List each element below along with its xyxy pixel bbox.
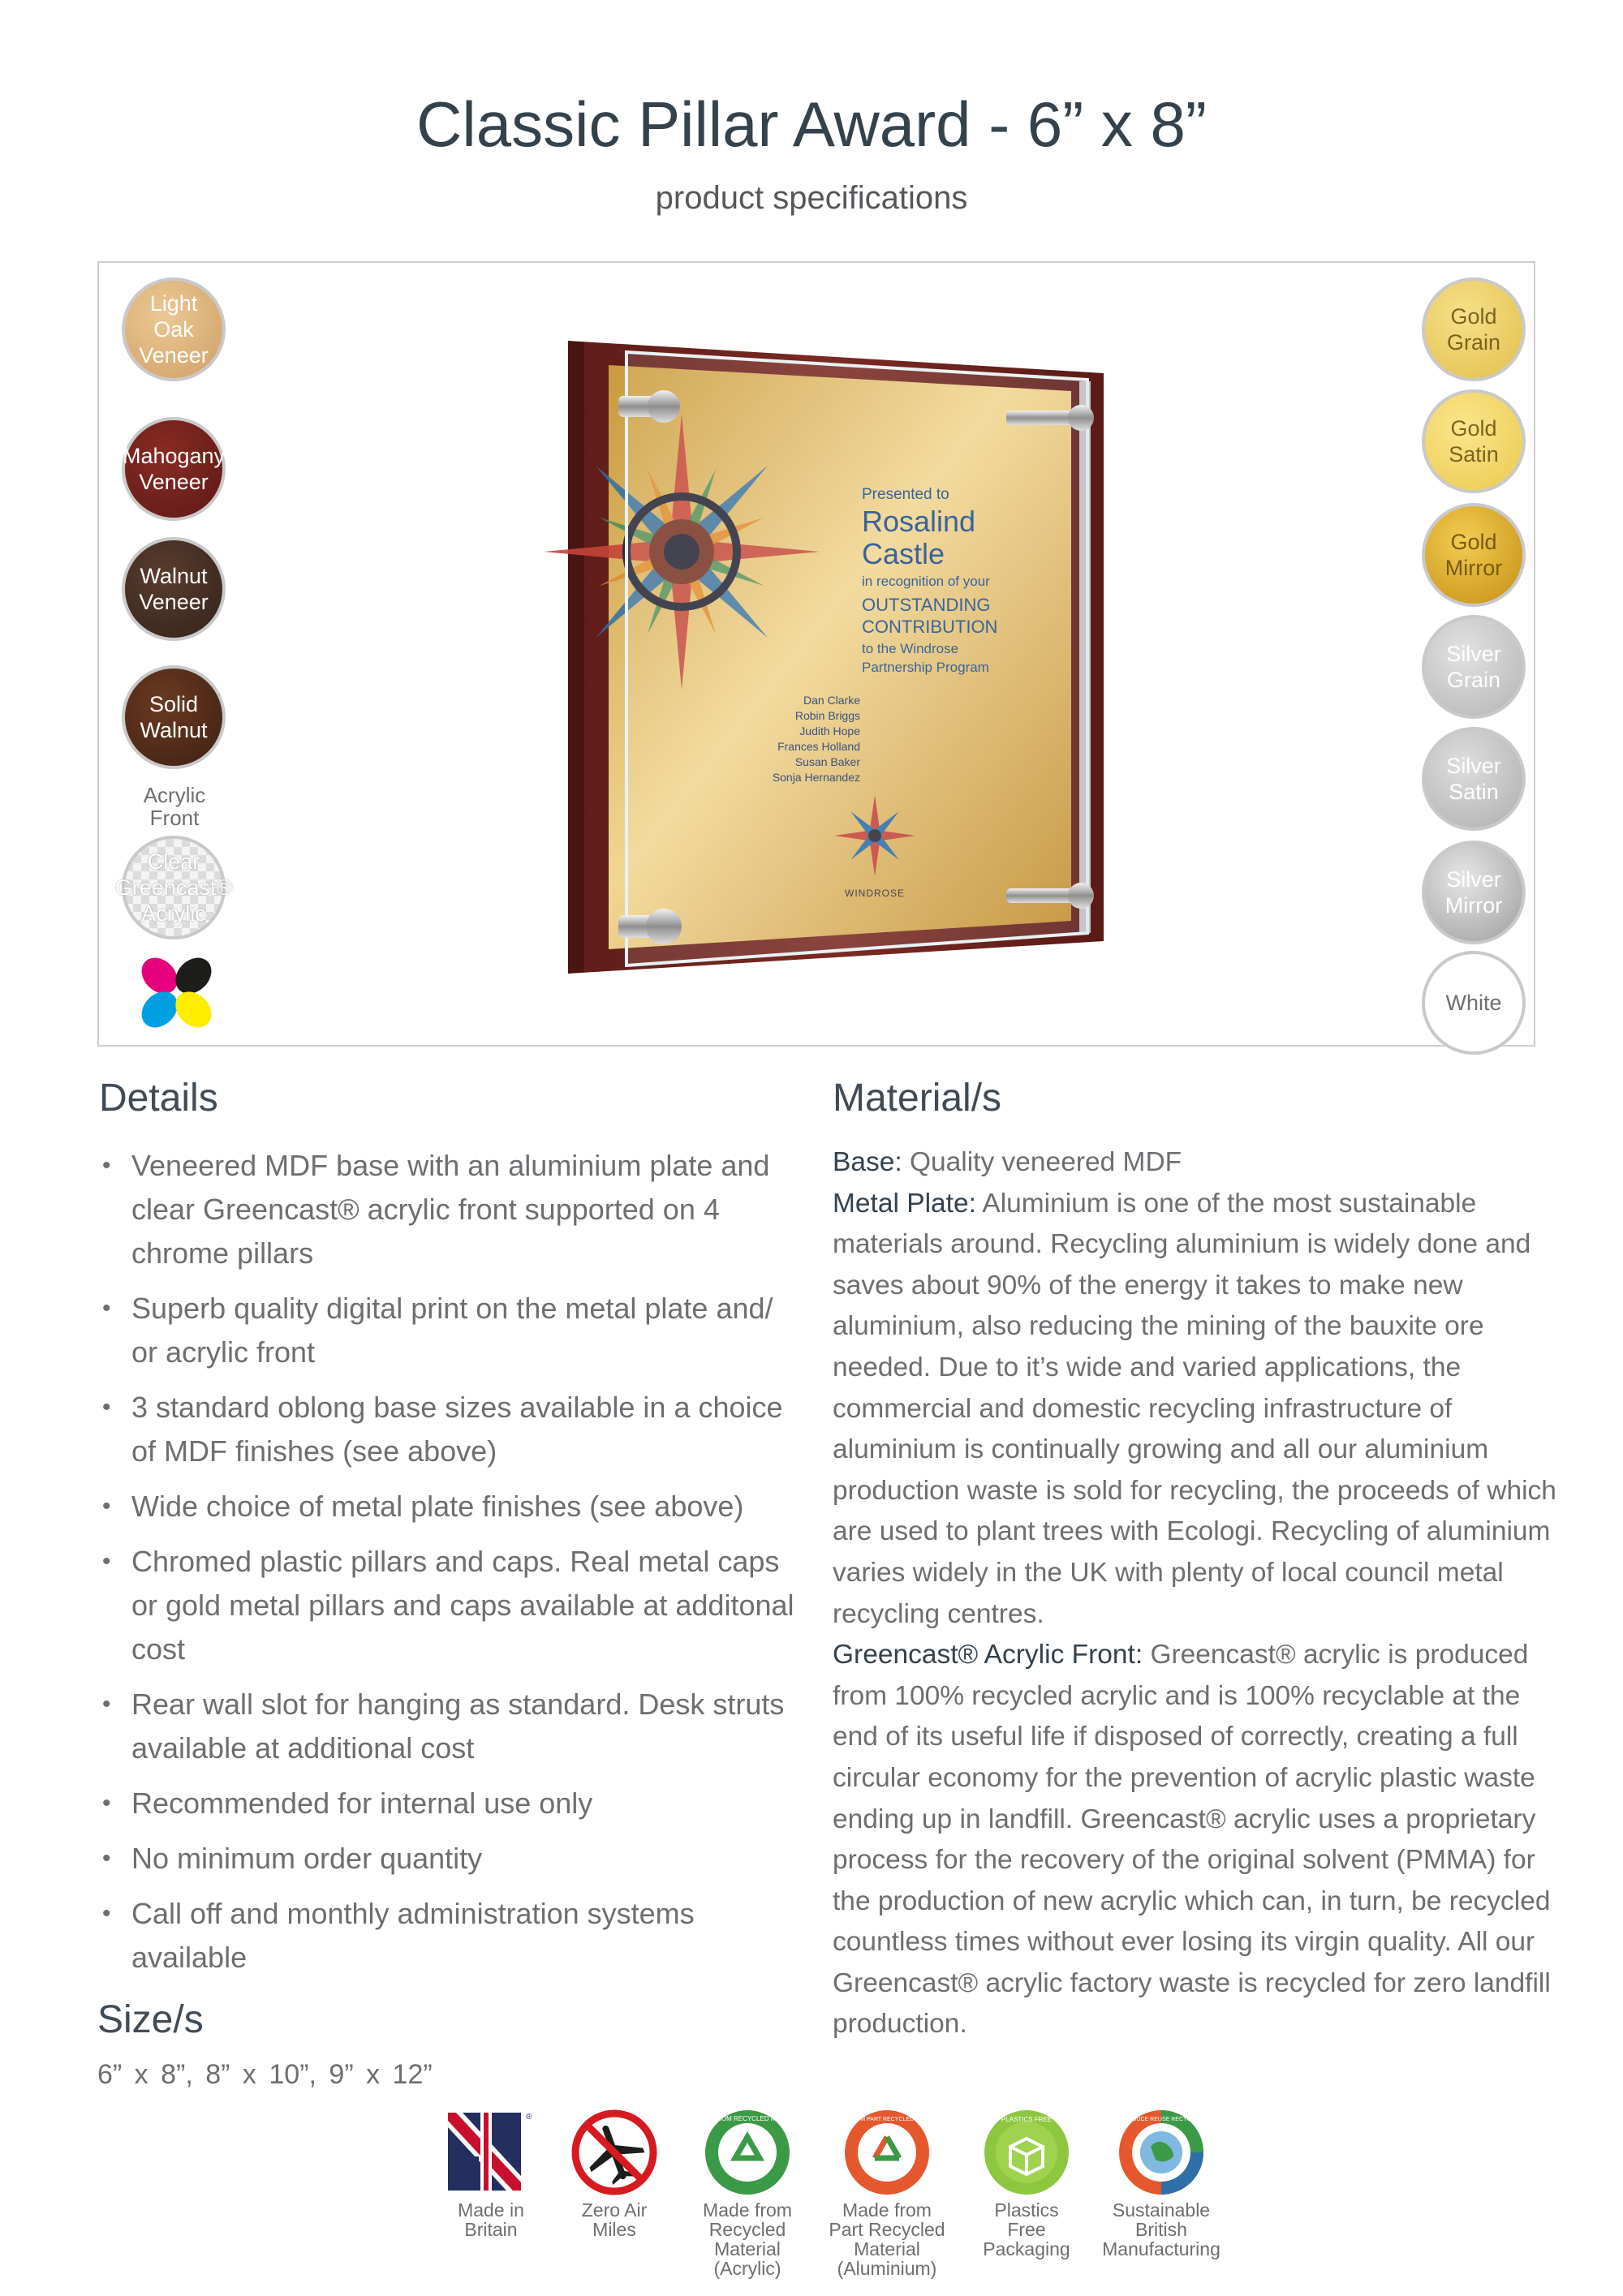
metal-plate-label: Metal Plate: <box>833 1188 976 1219</box>
badge-label-line: Made from <box>703 2199 792 2221</box>
details-list <box>99 1144 805 1991</box>
badge-label-line: British <box>1135 2219 1187 2240</box>
plate-achievement-line1: OUTSTANDING <box>862 595 991 615</box>
plate-name-line2: Castle <box>862 537 945 570</box>
swatch-label-line: Silver <box>1446 642 1501 666</box>
list-item: • No minimum order quantity <box>99 1837 805 1881</box>
swatch-label-line: Walnut <box>140 718 208 742</box>
swatch-gold-grain[interactable] <box>1422 277 1526 381</box>
badge-label <box>1092 2200 1230 2259</box>
badge-label <box>958 2200 1096 2259</box>
swatch-silver-satin[interactable] <box>1422 727 1526 831</box>
badge-label-line: Material <box>854 2238 920 2259</box>
badge-label-line: Recycled <box>708 2219 786 2240</box>
swatch-label-line: Solid <box>149 692 199 716</box>
plate-achievement-line2: CONTRIBUTION <box>862 617 998 637</box>
acrylic-front-heading <box>97 784 252 829</box>
badge-label <box>545 2200 683 2239</box>
swatch-label-line: Silver <box>1446 754 1501 778</box>
sustainable-british-manufacturing-icon <box>1117 2108 1206 2197</box>
svg-text:®: ® <box>526 2113 532 2122</box>
materials-text <box>833 1142 1563 2045</box>
swatch-silver-grain[interactable] <box>1422 615 1526 719</box>
swatch-label-line: Greencast® <box>114 875 233 900</box>
swatch-walnut-veneer[interactable] <box>122 537 226 641</box>
swatch-label-line: Gold <box>1450 530 1497 554</box>
badge-label-line: Material <box>714 2238 781 2259</box>
acrylic-front-text: Greencast® acrylic is produced from 100% recycled acrylic and is 100% recyclable at the end of its useful life if disposed of correctly, creating a full circular economy for the prevention of acrylic plastic waste ending up in landfill. Greencast® acrylic uses a proprietary process for the recovery of the original solvent (PMMA) for the production of new acrylic which can, in turn, be recycled countless times without ever losing its virgin quality. All our Greencast® acrylic factory waste is recycled for zero landfill production. <box>833 1640 1551 2040</box>
swatch-label-line: Grain <box>1446 330 1501 355</box>
metal-plate-text: Aluminium is one of the most sustainable materials around. Recycling aluminium is widely done and saves about 90% of the energy it takes to make new aluminium, also reducing the mining of the bauxite ore needed. Due to it’s wide and varied applications, the commercial and domestic recycling infrastructure of aluminium is continually growing and all our aluminium production waste is sold for recycling, the proceeds of which are used to plant trees with Ecologi. Recycling of aluminium varies widely in the UK with plenty of local council metal recycling centres. <box>833 1188 1556 1629</box>
swatch-label-line: Satin <box>1449 780 1499 804</box>
swatch-label-line: Gold <box>1450 304 1497 329</box>
swatch-gold-satin[interactable] <box>1422 389 1526 493</box>
swatch-white[interactable] <box>1422 951 1526 1055</box>
list-item: • Recommended for internal use only <box>99 1782 805 1825</box>
badge-ring-text: REDUCE REUSE RECYCLE <box>1124 2117 1199 2122</box>
materials-heading: Material/s <box>833 1077 1002 1120</box>
page-title: Classic Pillar Award - 6” x 8” <box>416 88 1207 160</box>
base-text: Quality veneered MDF <box>902 1147 1182 1177</box>
swatch-label-line: Light <box>149 291 198 316</box>
badge-label-line: (Acrylic) <box>713 2258 781 2279</box>
badge-label-line: Packaging <box>983 2238 1070 2259</box>
badge-ring-text: MADE FROM RECYCLED MATERIAL <box>691 2115 803 2122</box>
badge-label-line: Zero Air <box>581 2199 648 2221</box>
acrylic-heading-line: Front <box>149 806 200 830</box>
list-item: • Superb quality digital print on the metal plate and/ or acrylic front <box>99 1287 805 1374</box>
plate-name-list-item: Susan Baker <box>794 755 860 768</box>
plate-name-list-item: Frances Holland <box>777 740 860 753</box>
full-colour-print-icon <box>138 954 215 1031</box>
badge-ring-text: MADE FROM PART RECYCLED MATERIAL <box>830 2117 944 2122</box>
swatch-solid-walnut[interactable] <box>122 665 226 769</box>
badge-ring-text: PLASTICS FREE <box>1001 2116 1053 2123</box>
list-item: • Wide choice of metal plate finishes (see above) <box>99 1485 805 1529</box>
details-heading: Details <box>99 1077 218 1120</box>
sizes-heading: Size/s <box>97 1998 204 2041</box>
swatch-label-line: Veneer <box>139 590 209 614</box>
plastics-free-packaging-icon <box>982 2108 1071 2197</box>
swatch-label-line: Mirror <box>1444 893 1503 918</box>
swatch-label-line: Acrylic <box>141 901 206 926</box>
plate-name-list-item: Dan Clarke <box>803 694 860 707</box>
swatch-clear-greencast-acrylic[interactable] <box>114 836 233 939</box>
swatch-label-line: Mahogany <box>122 444 226 468</box>
badge-label-line: Part Recycled <box>829 2219 945 2240</box>
plate-presented-text: Presented to <box>862 486 949 503</box>
plate-logo-text: WINDROSE <box>845 888 905 899</box>
plate-to-line1: to the Windrose <box>862 641 959 656</box>
swatch-label-line: Mirror <box>1444 556 1503 580</box>
swatch-label-line: Oak <box>153 317 194 342</box>
list-item: • Veneered MDF base with an aluminium plate and clear Greencast® acrylic front supported on 4 chrome pillars <box>99 1144 805 1275</box>
swatch-silver-mirror[interactable] <box>1422 841 1526 944</box>
swatch-label-line: Walnut <box>140 564 208 588</box>
plate-to-line2: Partnership Program <box>862 660 989 675</box>
list-item: • Chromed plastic pillars and caps. Real metal caps or gold metal pillars and caps available at additonal cost <box>99 1540 805 1671</box>
swatch-label-line: Veneer <box>139 343 209 368</box>
swatch-light-oak-veneer[interactable] <box>122 277 226 381</box>
swatch-label-line: White <box>1445 991 1502 1015</box>
sizes-text: 6” x 8”, 8” x 10”, 9” x 12” <box>97 2059 433 2090</box>
acrylic-front-label: Greencast® Acrylic Front: <box>833 1640 1143 1670</box>
badge-label-line: Sustainable <box>1112 2199 1211 2221</box>
badge-label-line: Made from <box>842 2199 932 2221</box>
swatch-label-line: Gold <box>1450 416 1497 441</box>
badge-label-line: Plastics <box>994 2199 1059 2221</box>
award-product-image <box>552 333 1104 982</box>
swatch-mahogany-veneer[interactable] <box>122 417 226 521</box>
badge-label-line: Free <box>1007 2219 1046 2240</box>
plate-recognition-text: in recognition of your <box>862 574 990 589</box>
base-label: Base: <box>833 1147 902 1177</box>
list-item: • Rear wall slot for hanging as standard. Desk struts available at additional cost <box>99 1683 805 1770</box>
badge-label-line: Manufacturing <box>1102 2238 1220 2259</box>
badge-label-line: Britain <box>464 2219 518 2240</box>
swatch-label-line: Clear <box>147 849 200 874</box>
list-item: • 3 standard oblong base sizes available in a choice of MDF finishes (see above) <box>99 1386 805 1473</box>
badge-label <box>678 2200 816 2278</box>
badge-label <box>422 2200 560 2239</box>
plate-name-list-item: Sonja Hernandez <box>772 771 860 784</box>
swatch-label-line: Silver <box>1446 867 1501 892</box>
badge-label-line: Miles <box>592 2219 636 2240</box>
page-subtitle: product specifications <box>655 180 968 216</box>
recycled-acrylic-icon <box>691 2108 803 2197</box>
swatch-gold-mirror[interactable] <box>1422 503 1526 607</box>
swatch-label-line: Satin <box>1449 442 1499 467</box>
badge-label-line: (Aluminium) <box>837 2258 937 2279</box>
part-recycled-aluminium-icon <box>830 2108 944 2197</box>
zero-air-miles-icon <box>570 2108 659 2197</box>
list-item: • Call off and monthly administration systems available <box>99 1892 805 1980</box>
acrylic-heading-line: Acrylic <box>143 783 206 807</box>
made-in-britain-icon <box>446 2108 536 2197</box>
plate-name-list-item: Robin Briggs <box>794 709 860 722</box>
plate-name-line1: Rosalind <box>862 505 976 538</box>
badge-label-line: Made in <box>458 2199 524 2221</box>
badge-label <box>818 2200 956 2278</box>
swatch-label-line: Veneer <box>139 470 209 494</box>
plate-name-list-item: Judith Hope <box>799 724 860 737</box>
swatch-label-line: Grain <box>1446 668 1500 692</box>
